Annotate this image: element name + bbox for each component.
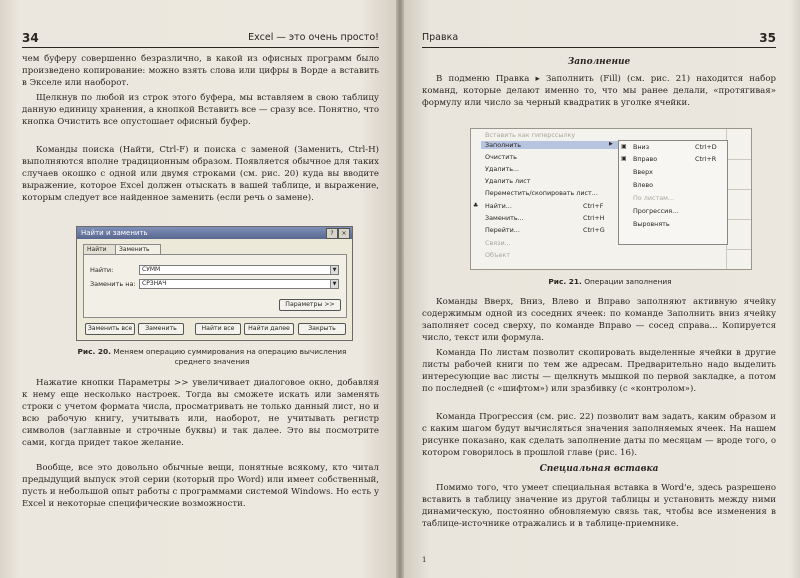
find-all-button[interactable]: Найти все (195, 323, 241, 335)
close-icon[interactable]: × (338, 228, 350, 239)
tab-replace[interactable]: Заменить (115, 244, 161, 254)
menu-item-paste-hyperlink[interactable]: Вставить как гиперссылку (485, 131, 576, 139)
footer-mark: 1 (422, 556, 427, 564)
grid-line (726, 159, 751, 160)
grid-line (726, 249, 751, 250)
binoculars-icon: ♣ (473, 202, 479, 209)
chevron-down-icon[interactable]: ▼ (330, 280, 338, 288)
left-paragraph-3: Команды поиска (Найти, Ctrl-F) и поиска с заменой (Заменить, Ctrl-H) выполняются вполне традиционным образом. Появляется обычное для таких случаев окошко с одной или двумя строками (см. рис. 20) куда вы вводите выражение, которое Excel должен отыскать в вашей таблице, и выражение, которым следует все найденное заменить (если речь о замене). (22, 145, 379, 204)
submenu-arrow-icon: ▶ (609, 141, 613, 147)
left-paragraph-2: Щелкнув по любой из строк этого буфера, мы вставляем в свою таблицу данную единицу хранения, а кнопкой Вставить все — сразу все. Понятно, что кнопка Очистить все опустошает офисный буфер. (22, 93, 379, 128)
menu-item-delete-sheet[interactable]: Удалить лист (485, 177, 531, 185)
shortcut-replace: Ctrl+H (583, 214, 605, 222)
replace-button[interactable]: Заменить (138, 323, 184, 335)
shortcut-down: Ctrl+D (695, 143, 717, 151)
section-title-paste-special: Специальная вставка (539, 464, 659, 474)
submenu-item-series[interactable]: Прогрессия... (633, 207, 679, 215)
edit-fill-menu-figure (470, 128, 752, 270)
submenu-item-justify[interactable]: Выровнять (633, 220, 670, 228)
right-paragraph-4: Команда Прогрессия (см. рис. 22) позволит вам задать, каким образом и с каким шагом будут вычисляться значения заполняемых ячеек. На нашем рисунке показано, как сделать заполнение даты по месяцам — вроде того, о котором говорилось в прошлой главе (рис. 16). (422, 412, 776, 459)
left-paragraph-4: Нажатие кнопки Параметры >> увеличивает диалоговое окно, добавляя к нему еще несколько настроек. Тогда вы сможете искать или заменять строки с учетом формата числа, просматривать не только данный лист, но и всю рабочую книгу, учитывать или, наоборот, не учитывать регистр символов (заглавные и строчные буквы) и так далее. Это вы посмотрите сами, когда придет такое желание. (22, 378, 379, 449)
figure-20-text: Меняем операцию суммирования на операцию вычисления среднего значения (113, 347, 347, 366)
figure-21-number: Рис. 21. (548, 277, 582, 286)
replace-label: Заменить на: (90, 280, 136, 288)
shortcut-find: Ctrl+F (583, 202, 604, 210)
menu-item-goto[interactable]: Перейти... (485, 226, 520, 234)
arrow-right-icon: ▣ (621, 155, 627, 162)
menu-item-fill[interactable]: Заполнить (481, 141, 619, 149)
shortcut-goto: Ctrl+G (583, 226, 605, 234)
right-paragraph-2: Команды Вверх, Вниз, Влево и Вправо заполняют активную ячейку содержимым одной из соседних ячеек: по команде Заполнить вниз ячейку заполняет сосед сверху, по команде Вправо — сосед справа... Копируется число, текст или формула. (422, 297, 776, 344)
tab-find[interactable]: Найти (83, 244, 117, 254)
fill-submenu (618, 140, 728, 245)
section-title-fill: Заполнение (567, 57, 631, 67)
left-page-number: 34 (22, 31, 39, 45)
figure-21-caption (470, 277, 750, 287)
menu-item-replace[interactable]: Заменить... (485, 214, 524, 222)
dialog-tab-pane (83, 254, 347, 318)
menu-item-clear[interactable]: Очистить (485, 153, 517, 161)
replace-all-button[interactable]: Заменить все (85, 323, 135, 335)
find-label: Найти: (90, 266, 114, 274)
help-icon[interactable]: ? (326, 228, 338, 239)
right-page (400, 0, 800, 578)
right-paragraph-5: Помимо того, что умеет специальная вставка в Word'е, здесь разрешено вставить в таблицу значение из другой таблицы и установить между ними динамическую, постоянно обновляемую связь так, чтобы все изменения в таблице-источнике отражались и в таблице-приемнике. (422, 483, 776, 530)
left-paragraph-1: чем буферу совершенно безразлично, в какой из офисных программ было произведено копирование: можно взять слова или цифры в Ворде а вставить в Экселе или наоборот. (22, 54, 379, 89)
params-button[interactable]: Параметры >> (279, 299, 341, 311)
right-running-title: Правка (422, 32, 459, 43)
find-next-button[interactable]: Найти далее (244, 323, 294, 335)
replace-value: СРЗНАЧ (142, 280, 167, 287)
menu-item-move-copy-sheet[interactable]: Переместить/скопировать лист... (485, 189, 598, 197)
dialog-title: Найти и заменить (81, 229, 148, 237)
left-running-title: Excel — это очень просто! (248, 32, 379, 43)
arrow-down-icon: ▣ (621, 143, 627, 150)
right-paragraph-3: Команда По листам позволит скопировать выделенные ячейки в другие листы рабочей книги по тем же адресам. Предварительно надо выделить интересующие вас листы — щелкнуть мышкой по первой закладке, а потом по последней (с «шифтом») или зразбивку (с «контролом»). (422, 348, 776, 395)
left-paragraph-5: Вообще, все это довольно обычные вещи, понятные всякому, кто читал предыдущий выпуск этой серии (который про Word) или имеет собственный, пусть и небольшой опыт работы с программами системой Windows. Но есть у Excel и некоторые специфические возможности. (22, 463, 379, 510)
find-input[interactable] (139, 265, 339, 275)
figure-20-number: Рис. 20. (77, 347, 111, 356)
figure-20-caption (62, 347, 362, 367)
dialog-title-bar (77, 227, 352, 239)
menu-item-find[interactable]: Найти... (485, 202, 512, 210)
dialog-close-button[interactable]: Закрыть (298, 323, 346, 335)
menu-item-links[interactable]: Связи... (485, 239, 511, 247)
book-gutter (396, 0, 404, 578)
find-replace-dialog (76, 226, 353, 341)
right-paragraph-1: В подменю Правка ▸ Заполнить (Fill) (см. рис. 21) находится набор команд, которые делают именно то, что мы ранее делали, «протягивая» формулу или число за черный квадратик в уголке ячейки. (422, 74, 776, 109)
submenu-item-up[interactable]: Вверх (633, 168, 653, 176)
chevron-down-icon[interactable]: ▼ (330, 266, 338, 274)
right-page-number: 35 (759, 31, 776, 45)
submenu-item-right[interactable]: Вправо (633, 155, 658, 163)
grid-line (726, 219, 751, 220)
left-running-header (22, 31, 379, 48)
submenu-item-across-sheets[interactable]: По листам... (633, 194, 675, 202)
replace-input[interactable] (139, 279, 339, 289)
find-value: СУММ (142, 266, 161, 273)
shortcut-right: Ctrl+R (695, 155, 717, 163)
right-running-header (422, 31, 776, 48)
submenu-item-down[interactable]: Вниз (633, 143, 650, 151)
menu-item-delete[interactable]: Удалить... (485, 165, 520, 173)
grid-line (726, 189, 751, 190)
menu-item-object[interactable]: Объект (485, 251, 511, 259)
submenu-item-left[interactable]: Влево (633, 181, 654, 189)
figure-21-text: Операции заполнения (584, 277, 672, 286)
edit-menu (471, 129, 617, 269)
